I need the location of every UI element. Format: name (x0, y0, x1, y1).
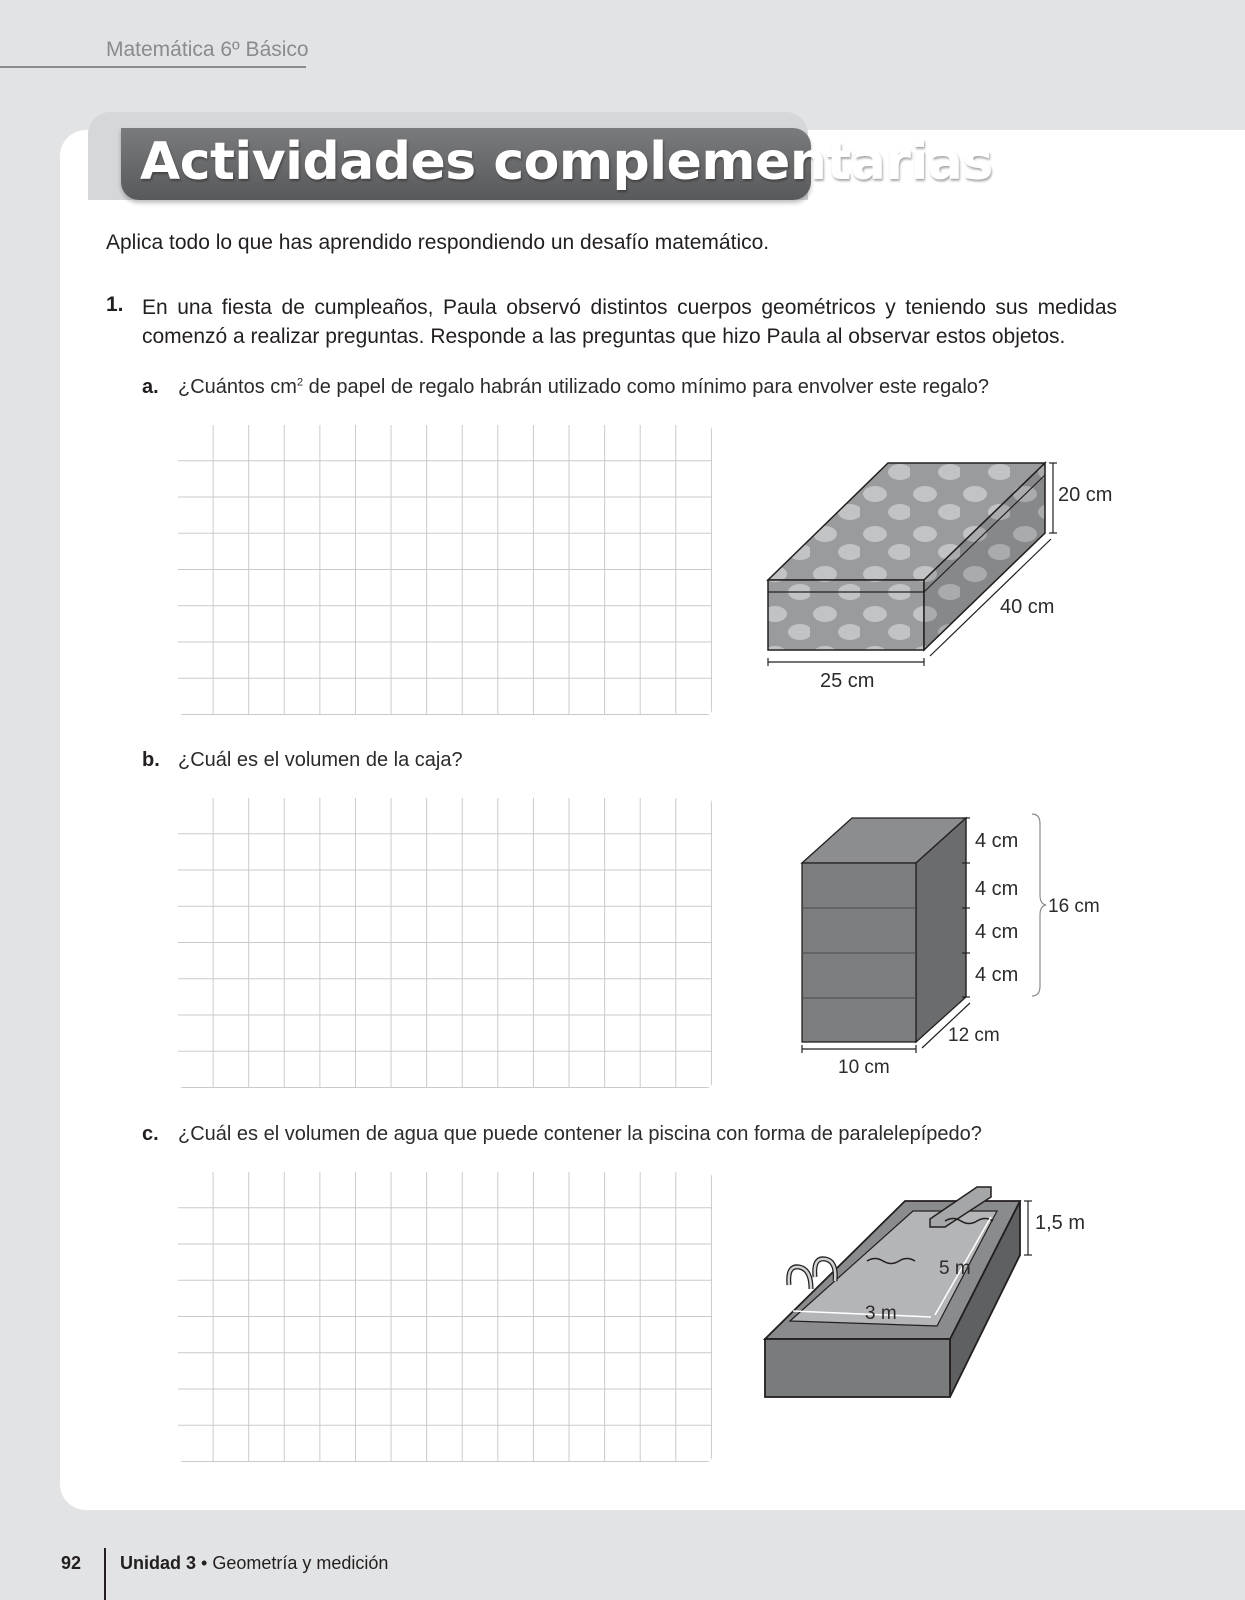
item-c-text: ¿Cuál es el volumen de agua que puede contener la piscina con forma de paralelepípedo? (178, 1123, 982, 1145)
pool-figure (755, 1185, 1115, 1425)
footer-divider (104, 1548, 106, 1600)
label-height: 20 cm (1058, 484, 1113, 506)
label-length: 5 m (939, 1258, 971, 1279)
answer-grid-a[interactable] (178, 425, 712, 715)
stacked-box-figure (790, 810, 1110, 1080)
label-depth: 40 cm (1000, 596, 1055, 618)
item-a-letter: a. (142, 376, 159, 398)
label-layer-4: 4 cm (975, 964, 1019, 986)
page-number: 92 (61, 1553, 82, 1573)
answer-grid-c[interactable] (178, 1172, 712, 1462)
label-layer-2: 4 cm (975, 878, 1019, 900)
gift-box-figure (760, 440, 1120, 700)
label-height: 1,5 m (1035, 1212, 1086, 1234)
item-b-text: ¿Cuál es el volumen de la caja? (178, 749, 463, 771)
answer-grid-b[interactable] (178, 798, 712, 1088)
label-total-height: 16 cm (1048, 896, 1100, 917)
label-depth: 12 cm (948, 1025, 1000, 1046)
item-c-letter: c. (142, 1123, 159, 1145)
footer-unit: Unidad 3 • Geometría y medición (120, 1553, 389, 1573)
header-subject: Matemática 6º Básico (106, 38, 309, 61)
label-width: 25 cm (820, 670, 875, 692)
label-layer-3: 4 cm (975, 921, 1019, 943)
question-number: 1. (106, 293, 124, 316)
header-rule (0, 66, 306, 68)
label-layer-1: 4 cm (975, 830, 1019, 852)
intro-text: Aplica todo lo que has aprendido respondiendo un desafío matemático. (106, 231, 770, 254)
item-b-letter: b. (142, 749, 160, 771)
label-width: 3 m (865, 1303, 897, 1324)
item-a-text: ¿Cuántos $cm^2$ de papel de regalo habrán utilizado como mínimo para envolver este regalo? (178, 376, 990, 398)
label-width: 10 cm (838, 1057, 890, 1078)
page-title: Actividades complementarias (140, 132, 993, 192)
question-text: En una fiesta de cumpleaños, Paula observó distintos cuerpos geométricos y teniendo sus medidas comenzó a realizar preguntas. Responde a las preguntas que hizo Paula al observar estos objetos. (142, 296, 1117, 348)
